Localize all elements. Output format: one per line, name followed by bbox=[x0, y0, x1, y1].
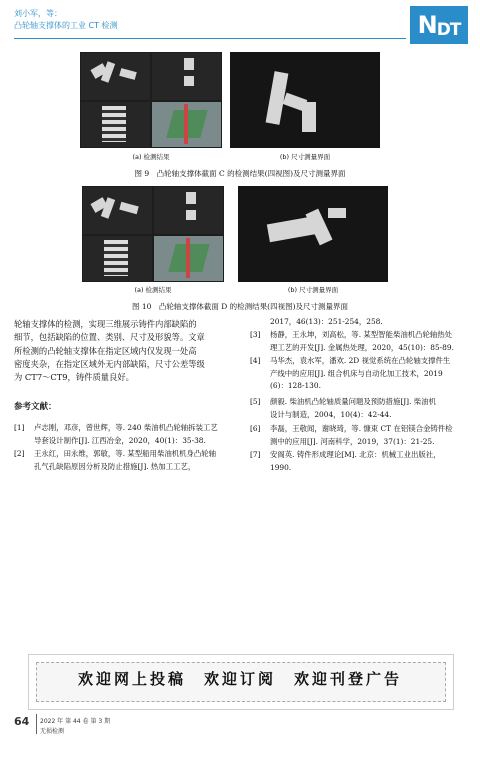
reference-line: 马华杰，袁水军，潘欢. 2D 视觉系统在凸轮轴支撑件生 bbox=[270, 356, 451, 365]
page-number: 64 bbox=[14, 715, 30, 728]
figure9-subcaption-b: (b) 尺寸测量界面 bbox=[279, 153, 331, 161]
reference-line: 颜毅. 柴油机凸轮轴质量问题及预防措施[J]. 柴油机 bbox=[270, 397, 436, 406]
reference-line: 李磊，王敬闻，谢晓琦，等. 慷束 CT 在铝镁合金铸件检 bbox=[270, 424, 453, 433]
reference-number: [3] bbox=[250, 330, 261, 339]
reference-line: 王永红，田永维，郭敏，等. 某型船用柴油机机身凸轮轴 bbox=[34, 449, 217, 458]
figure10-panel-b bbox=[238, 186, 388, 282]
reference-line: (6)：128-130. bbox=[270, 381, 321, 390]
reference-number: [5] bbox=[250, 397, 261, 406]
figure10-subcaption-b: (b) 尺寸测量界面 bbox=[287, 286, 339, 294]
header-rule bbox=[14, 38, 406, 39]
running-header-authors: 刘小军，等： bbox=[14, 9, 62, 18]
reference-line: 设计与制造，2004，10(4)：42-44. bbox=[270, 409, 392, 419]
reference-line: 导套设计制作[J]. 江西冶金，2020，40(1)：35-38. bbox=[34, 435, 206, 445]
reference-line: 测中的应用[J]. 河南科学，2019，37(1)：21-25. bbox=[270, 436, 435, 446]
logo-letter-n: N bbox=[417, 11, 437, 39]
figure9-panel-a bbox=[80, 52, 222, 148]
reference-number: [7] bbox=[250, 450, 261, 459]
reference-line: 孔气孔缺陷原因分析及防止措施[J]. 热加工工艺， bbox=[34, 461, 196, 471]
banner-text: 欢迎网上投稿 欢迎订阅 欢迎刊登广告 bbox=[77, 670, 402, 688]
body-paragraph bbox=[14, 318, 236, 384]
reference-item bbox=[14, 448, 236, 474]
body-line: 细节，包括缺陷的位置、类别、尺寸及形貌等。文章 bbox=[14, 332, 205, 343]
reference-number: [1] bbox=[14, 423, 25, 432]
figure9-caption: 图 9 凸轮轴支撑体截面 C 的检测结果(四视图)及尺寸测量界面 bbox=[134, 169, 346, 178]
logo-letters-dt: DT bbox=[436, 20, 461, 40]
footer-divider bbox=[36, 714, 37, 734]
reference-line: 产线中的应用[J]. 组合机床与自动化加工技术，2019 bbox=[270, 368, 443, 378]
footer-issue: 2022 年 第 44 卷 第 3 期 bbox=[40, 718, 111, 725]
figure10-caption: 图 10 凸轮轴支撑体截面 D 的检测结果(四视图)及尺寸测量界面 bbox=[131, 302, 349, 311]
reference-line: 安阁英. 铸件形成理论[M]. 北京：机械工业出版社， bbox=[270, 450, 441, 459]
reference-line: 理工艺的开发[J]. 金属热处理，2020，45(10)：85-89. bbox=[270, 342, 454, 352]
footer-journal: 无损检测 bbox=[40, 728, 65, 735]
body-line: 密度夹杂，在指定区域外无内部缺陷，尺寸公差等级 bbox=[14, 358, 205, 369]
reference-line: 1990. bbox=[270, 462, 292, 472]
reference-number: [6] bbox=[250, 424, 261, 433]
ndt-logo bbox=[410, 6, 468, 44]
references-heading: 参考文献： bbox=[14, 402, 57, 412]
reference-line: 杨静，王永坤，刘高松，等. 某型智能柴油机凸轮轴热处 bbox=[270, 330, 453, 339]
figure10-subcaption-a: (a) 检测结果 bbox=[134, 286, 172, 294]
figure9-subcaption-a: (a) 检测结果 bbox=[132, 153, 170, 161]
reference-number: [4] bbox=[250, 356, 261, 365]
figure9-panel-b bbox=[230, 52, 380, 148]
reference-line: 2017，46(13)：251-254，258. bbox=[270, 317, 383, 326]
reference-item bbox=[14, 422, 236, 448]
body-line: 轮轴支撑体的检测，实现三维展示铸件内部缺陷的 bbox=[14, 319, 197, 329]
reference-number: [2] bbox=[14, 449, 25, 458]
running-header-title: 凸轮轴支撑体的工业 CT 检测 bbox=[14, 21, 118, 30]
body-line: 所检测的凸轮轴支撑体在指定区域内仅发现一处高 bbox=[14, 345, 197, 356]
body-line: 为 CT7～CT9，铸件质量良好。 bbox=[14, 372, 134, 383]
figure10-panel-a bbox=[82, 186, 224, 282]
reference-line: 卢志刚，邓彦，曾世辉，等. 240 柴油机凸轮轴拆装工艺 bbox=[34, 423, 218, 432]
